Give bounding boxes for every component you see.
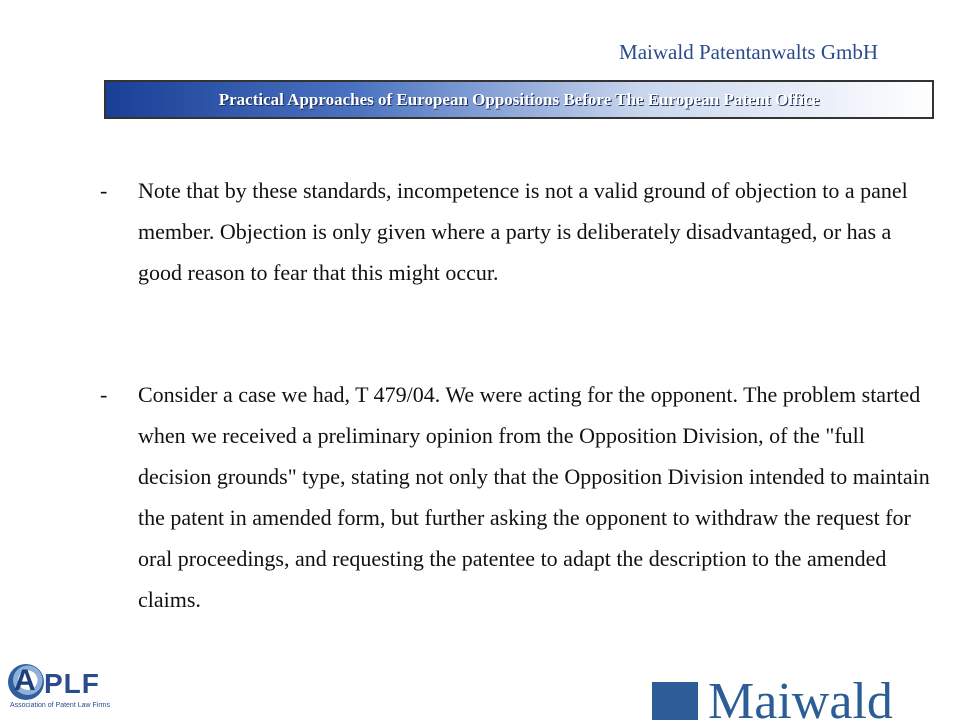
bullet-item <box>100 374 930 620</box>
bullet-text: Consider a case we had, T 479/04. We were acting for the opponent. The problem started when we received a preliminary opinion from the Opposition Division, of the "full decision grounds" type, stating not only that the Opposition Division intended to maintain the patent in amended form, but further asking the opponent to withdraw the request for oral proceedings, and requesting the patentee to adapt the description to the amended claims. <box>138 382 930 612</box>
aplf-logo-text: PLF <box>44 668 100 699</box>
title-bar <box>104 80 934 119</box>
aplf-tagline: Association of Patent Law Firms <box>10 702 110 709</box>
bullet-item <box>100 170 930 293</box>
company-header: Maiwald Patentanwalts GmbH <box>619 40 878 64</box>
bullet-dash: - <box>100 178 108 203</box>
bullet-text: Note that by these standards, incompetence is not a valid ground of objection to a panel member. Objection is only given where a party is deliberately disadvantaged, or has a good reason to fear that this might occur. <box>138 178 908 285</box>
maiwald-wordmark: Maiwald <box>708 673 893 720</box>
maiwald-logo <box>652 673 960 720</box>
aplf-logo-letter: A <box>14 664 36 697</box>
slide-title: Practical Approaches of European Oppositions Before The European Patent Office <box>218 89 820 109</box>
aplf-logo <box>8 662 118 712</box>
maiwald-square-icon <box>652 682 698 720</box>
bullet-dash: - <box>100 382 108 407</box>
